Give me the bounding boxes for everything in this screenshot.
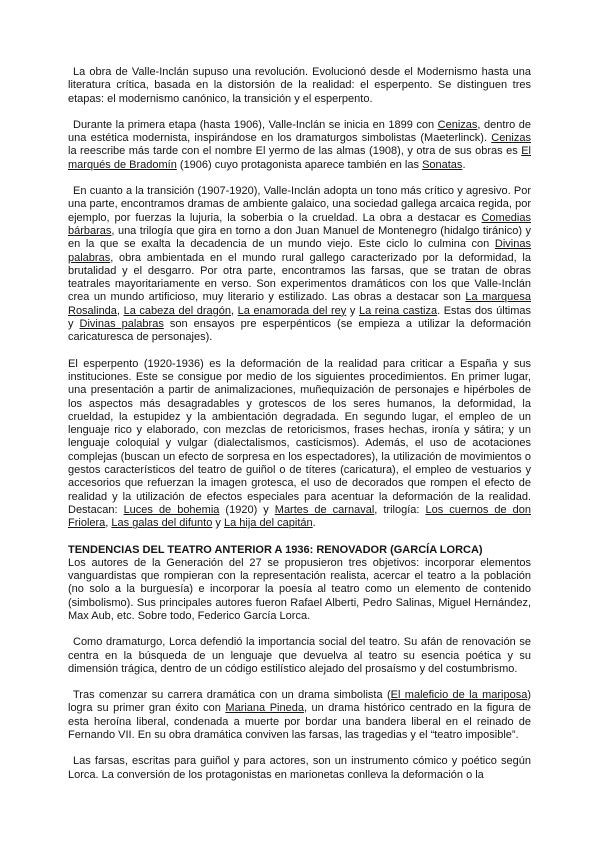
work-title-underlined: Cenizas [437, 118, 478, 131]
work-title-underlined: Divinas palabras [79, 318, 164, 331]
text-run: y [346, 304, 359, 317]
text-run: . [462, 158, 466, 171]
work-title-underlined: El marqués de Bradomín [68, 145, 531, 171]
text-run: , obra ambientada en el mundo rural gallego caracterizado por la deformidad, la brutalidad y el desgarro. Por otra parte, encontramos las farsas, que se tratan de obras teatrales mayoritariamente en verso. Son experimentos dramáticos con los que Valle-Inclán crea un mundo artificioso, muy literario y estilizado. Las obras a destacar son [68, 251, 531, 304]
paragraph-transicion [68, 185, 531, 345]
work-title-underlined: Luces de bohemia [123, 503, 220, 516]
work-title-underlined: El maleficio de la mariposa [390, 689, 528, 702]
paragraph-generacion-27 [68, 557, 531, 623]
text-run: son ensayos pre esperpénticos (se empieza a utilizar la deformación caricaturesca de personajes). [68, 318, 531, 344]
work-title-underlined: Martes de carnaval [274, 503, 375, 516]
text-run: Como dramaturgo, Lorca defendió la importancia social del teatro. Su afán de renovación se centra en la búsqueda de un lenguaje que devuelva al teatro su esencia poética y su dimensión trágica, dentro de un código estilístico alejado del prosaísmo y del costumbrismo. [68, 636, 531, 675]
paragraph-valle-inclan-intro [68, 66, 531, 106]
paragraph-lorca-dramaturgo [68, 636, 531, 676]
heading-text: TENDENCIAS DEL TEATRO ANTERIOR A 1936: RENOVADOR (GARCÍA LORCA) [68, 543, 483, 556]
text-run: , dentro de una estética modernista, inspirándose en los dramaturgos simbolistas (Maeterlinck). [68, 118, 532, 145]
text-run: , [105, 517, 112, 530]
text-run: La obra de Valle-Inclán supuso una revolución. Evolucionó desde el Modernismo hasta una literatura crítica, basada en la distorsión de la realidad: el esperpento. Se distinguen tres etapas: el modernismo canónico, la transición y el esperpento. [68, 66, 531, 105]
text-run: . [312, 517, 316, 530]
text-run: El esperpento (1920-1936) es la deformación de la realidad para criticar a España y sus instituciones. Este se consigue por medio de los siguientes procedimientos. En primer lugar, una presentación a partir de animalizaciones, muñequización de personajes e hipérboles de los aspectos más desagradables y grotescos de los seres humanos, la deformidad, la crueldad, la estupidez y la ambientación degradada. En segundo lugar, el empleo de un lenguaje rico y elaborado, con mezclas de retoricismos, frases hechas, ironía y sátira; y un lenguaje coloquial y vulgar (dialectalismos, casticismos). Además, el uso de acotaciones complejas (buscan un efecto de sorpresa en los espectadores), la utilización de movimientos o gestos característicos del teatro de guiñol o de títeres (caricatura), el empleo de vestuarios y accesorios que refuerzan la imagen grotesca, el uso de decorados que rompen el efecto de realidad y la utilización de efectos especiales para acentuar la deformación de la realidad. Destacan: [68, 357, 531, 516]
work-title-underlined: Cenizas [491, 132, 531, 145]
work-title-underlined: La hija del capitán [223, 517, 313, 530]
text-run: (1906) cuyo protagonista aparece también en las [176, 158, 423, 171]
work-title-underlined: La enamorada del rey [237, 304, 347, 317]
section-heading-tendencias [68, 544, 531, 557]
text-run: (1920) y [219, 503, 275, 516]
text-run: Las farsas, escritas para guiñol y para actores, son un instrumento cómico y poético según Lorca. La conversión de los protagonistas en marionetas conlleva la deformación o la [68, 755, 531, 781]
paragraph-farsas [68, 755, 531, 782]
text-run: Los autores de la Generación del 27 se propusieron tres objetivos: incorporar elementos vanguardistas que rompieran con la representación realista, acercar el teatro a la población (no solo a la burguesía) e incorporar la poesía al teatro como un elemento de contenido (simbolismo). Sus principales autores fueron Rafael Alberti, Pedro Salinas, Miguel Hernández, Max Aub, etc. Sobre todo, Federico García Lorca. [68, 556, 531, 622]
paragraph-primera-etapa [68, 119, 531, 172]
work-title-underlined: Mariana Pineda [225, 702, 304, 715]
work-title-underlined: Las galas del difunto [111, 517, 213, 530]
text-run: En cuanto a la transición (1907-1920), Valle-Inclán adopta un tono más crítico y agresivo. Por una parte, encontramos dramas de ambiente galaico, una sociedad gallega arcaica regida, por ejemplo, por fuerzas la lujuria, la soberbia o la crueldad. La obra a destacar es [68, 185, 531, 224]
paragraph-esperpento [68, 358, 531, 531]
text-run: Tras comenzar su carrera dramática con un drama simbolista ( [73, 689, 391, 702]
text-run: , un drama histórico centrado en la figura de esta heroína liberal, condenada a muerte por bordar una bandera liberal en el reinado de Fernando VII. En su obra dramática conviven las farsas, las tragedias y el “teatro imposible”. [68, 702, 531, 742]
work-title-underlined: Sonatas [422, 158, 463, 171]
text-run: Durante la primera etapa (hasta 1906), Valle-Inclán se inicia en 1899 con [73, 118, 438, 131]
text-run: , trilogía: [374, 503, 426, 516]
text-run: , [230, 304, 238, 317]
work-title-underlined: Divinas palabras [68, 238, 531, 264]
paragraph-mariana-pineda [68, 689, 531, 742]
text-run: ) logra su primer gran éxito con [68, 689, 531, 715]
text-run: la reescribe más tarde con el nombre El yermo de las almas (1908), y otra de sus obras es [68, 145, 522, 158]
work-title-underlined: La marquesa Rosalinda [68, 291, 531, 317]
work-title-underlined: La reina castiza [358, 304, 438, 317]
text-run: y [212, 517, 224, 530]
text-run: , [116, 304, 124, 317]
text-run: . Estas dos últimas y [68, 304, 531, 331]
text-run: , una trilogía que gira en torno a don Juan Manuel de Montenegro (hidalgo tiránico) y en la que se exalta la decadencia de un mundo viejo. Este ciclo lo culmina con [68, 224, 531, 251]
work-title-underlined: Los cuernos de don Friolera [68, 503, 531, 530]
work-title-underlined: Comedias bárbaras [68, 211, 531, 237]
work-title-underlined: La cabeza del dragón [123, 304, 231, 317]
